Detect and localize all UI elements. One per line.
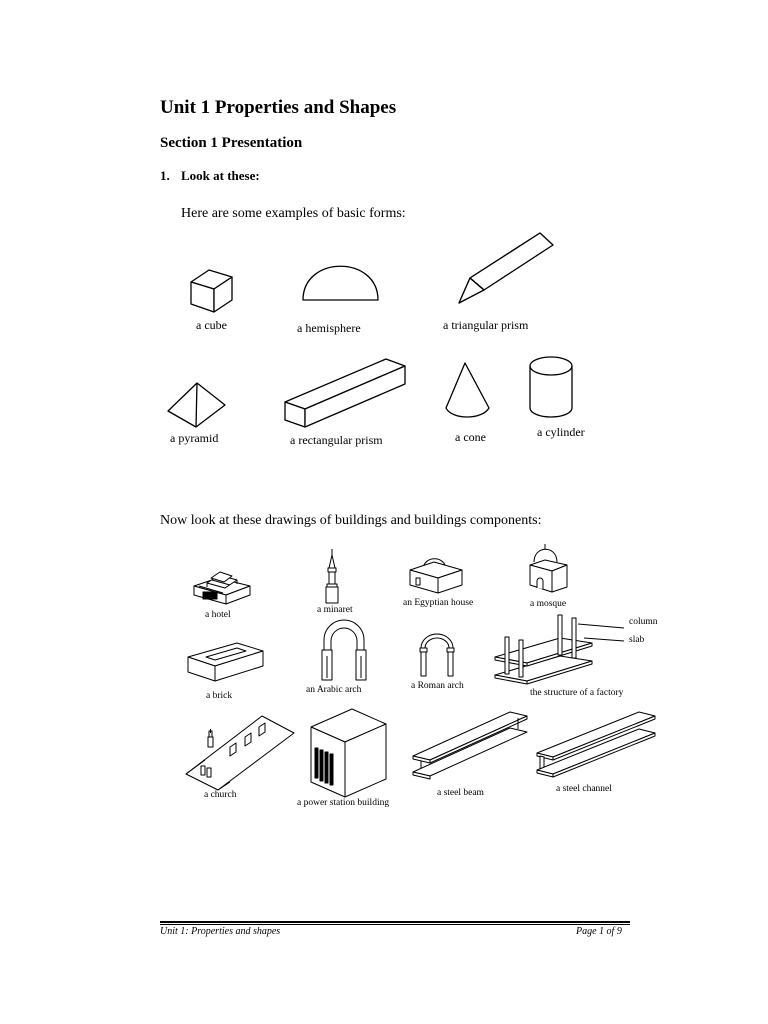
label-pyramid: a pyramid bbox=[170, 431, 219, 445]
label-hemisphere: a hemisphere bbox=[297, 321, 361, 335]
label-steel-beam: a steel beam bbox=[437, 788, 484, 798]
page-title: Unit 1 Properties and Shapes bbox=[160, 97, 397, 118]
label-mosque: a mosque bbox=[530, 599, 567, 609]
question-text: Look at these: bbox=[181, 168, 260, 183]
label-power-station: a power station building bbox=[297, 798, 390, 808]
footer-rule-thick bbox=[160, 921, 630, 923]
power-station-drawing bbox=[311, 709, 386, 797]
label-steel-channel: a steel channel bbox=[556, 784, 612, 794]
label-arabic-arch: an Arabic arch bbox=[306, 685, 362, 695]
question-number: 1. bbox=[160, 168, 170, 183]
label-factory: the structure of a factory bbox=[530, 688, 624, 698]
label-column: column bbox=[629, 617, 658, 627]
label-minaret: a minaret bbox=[317, 605, 353, 615]
label-church: a church bbox=[204, 790, 237, 800]
label-roman-arch: a Roman arch bbox=[411, 681, 464, 691]
label-rectangular-prism: a rectangular prism bbox=[290, 433, 383, 447]
footer-page-number: Page 1 of 9 bbox=[576, 926, 622, 937]
egyptian-house-drawing bbox=[410, 559, 462, 593]
roman-arch-drawing bbox=[420, 634, 454, 676]
label-cylinder: a cylinder bbox=[537, 425, 585, 439]
church-drawing bbox=[186, 716, 294, 790]
label-egyptian-house: an Egyptian house bbox=[403, 598, 474, 608]
label-triangular-prism: a triangular prism bbox=[443, 318, 529, 332]
basic-forms-intro: Here are some examples of basic forms: bbox=[181, 206, 406, 221]
label-cube: a cube bbox=[196, 318, 227, 332]
label-hotel: a hotel bbox=[205, 610, 231, 620]
steel-beam-drawing bbox=[413, 712, 527, 779]
label-slab: slab bbox=[629, 635, 645, 645]
brick-drawing bbox=[188, 643, 263, 681]
steel-channel-drawing bbox=[537, 712, 655, 777]
label-brick: a brick bbox=[206, 691, 233, 701]
arabic-arch-drawing bbox=[322, 620, 366, 680]
footer-unit-title: Unit 1: Properties and shapes bbox=[160, 926, 281, 937]
hotel-drawing bbox=[194, 572, 250, 604]
factory-structure-drawing bbox=[495, 615, 624, 684]
mosque-drawing bbox=[530, 544, 567, 592]
label-cone: a cone bbox=[455, 430, 486, 444]
footer-rule-thin bbox=[160, 924, 630, 925]
minaret-drawing bbox=[326, 549, 338, 603]
buildings-intro: Now look at these drawings of buildings and buildings components: bbox=[160, 513, 542, 528]
section-heading: Section 1 Presentation bbox=[160, 135, 303, 151]
